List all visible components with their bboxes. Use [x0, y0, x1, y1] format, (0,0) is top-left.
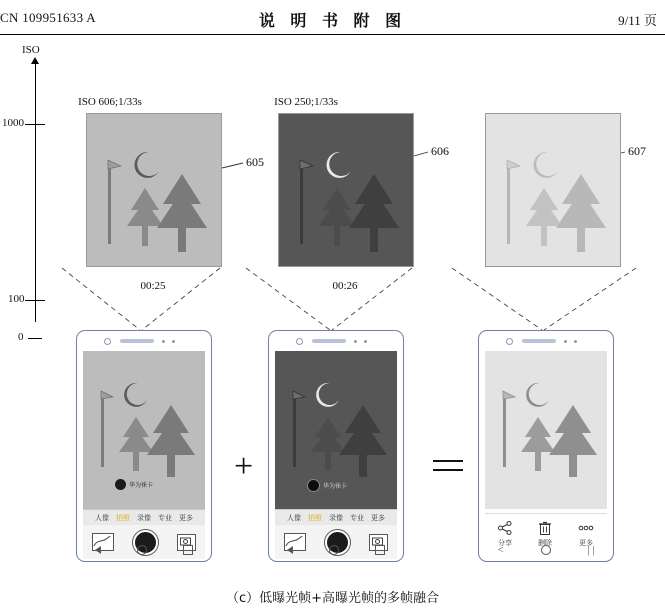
recents-button-icon[interactable]: [183, 545, 193, 555]
phone-photo-preview[interactable]: [485, 351, 607, 509]
axis-label-iso: ISO: [22, 44, 40, 56]
frame-605: [86, 113, 222, 267]
share-label: 分享: [498, 539, 512, 547]
axis-tick-label-1000: 1000: [2, 117, 24, 129]
callout-607: 607: [628, 144, 646, 158]
home-button-icon[interactable]: [329, 545, 339, 555]
mode-pro[interactable]: 专业: [158, 514, 172, 522]
mode-more[interactable]: 更多: [371, 514, 385, 522]
frame-605-bottom-caption: 00:25: [140, 280, 166, 292]
android-navbar[interactable]: [77, 539, 211, 561]
phone-fused-result[interactable]: [478, 330, 614, 562]
recents-button-icon[interactable]: | |: [587, 544, 595, 556]
light-sensor-icon: [172, 340, 175, 343]
proximity-sensor-icon: [162, 340, 165, 343]
mode-pro[interactable]: 专业: [350, 514, 364, 522]
page-title: 说 明 书 附 图: [258, 11, 407, 30]
more-icon: [577, 520, 595, 536]
watermark-logo-icon: [307, 479, 320, 492]
frame-606-bottom-caption: 00:26: [332, 280, 358, 292]
mode-portrait[interactable]: 人像: [287, 514, 301, 522]
frame-607: [485, 113, 621, 267]
recents-button-icon[interactable]: [375, 545, 385, 555]
frame-606-top-caption: ISO 250;1/33s: [274, 96, 338, 108]
mode-photo[interactable]: 拍照: [116, 514, 130, 522]
axis-tick-label-0: 0: [18, 331, 24, 343]
frame-606: [278, 113, 414, 267]
callout-605: 605: [246, 155, 264, 169]
equals-bar-top: [433, 460, 463, 462]
phone-viewfinder[interactable]: [275, 351, 397, 509]
mode-video[interactable]: 录像: [329, 514, 343, 522]
mode-portrait[interactable]: 人像: [95, 514, 109, 522]
more-label: 更多: [579, 539, 593, 547]
back-button-icon[interactable]: <: [497, 544, 504, 556]
light-sensor-icon: [364, 340, 367, 343]
light-sensor-icon: [574, 340, 577, 343]
trash-icon: [537, 520, 553, 536]
page-number: 9/11 页: [618, 13, 657, 28]
phone-top-bezel: [479, 331, 613, 351]
watermark-logo-icon: [115, 479, 126, 490]
earpiece-speaker: [120, 339, 154, 343]
equals-bar-bottom: [433, 469, 463, 471]
proximity-sensor-icon: [564, 340, 567, 343]
share-icon: [497, 520, 513, 536]
back-button-icon[interactable]: [95, 546, 101, 554]
android-navbar[interactable]: [479, 539, 613, 561]
plus-operator: +: [234, 448, 254, 485]
axis-tick-label-100: 100: [8, 293, 25, 305]
home-button-icon[interactable]: [137, 545, 147, 555]
phone-low-exposure[interactable]: [76, 330, 212, 562]
earpiece-speaker: [312, 339, 346, 343]
mode-video[interactable]: 录像: [137, 514, 151, 522]
mode-photo[interactable]: 拍照: [308, 514, 322, 522]
phone-viewfinder[interactable]: [83, 351, 205, 509]
front-camera-icon: [506, 338, 513, 345]
patent-number: CN 109951633 A: [0, 10, 96, 25]
watermark: 华为徕卡: [115, 479, 153, 490]
phone-top-bezel: [77, 331, 211, 351]
watermark: 华为徕卡: [307, 479, 347, 492]
phone-high-exposure[interactable]: [268, 330, 404, 562]
front-camera-icon: [104, 338, 111, 345]
mode-more[interactable]: 更多: [179, 514, 193, 522]
proximity-sensor-icon: [354, 340, 357, 343]
home-button-icon[interactable]: [541, 545, 551, 555]
android-navbar[interactable]: [269, 539, 403, 561]
delete-label: 删除: [538, 539, 552, 547]
front-camera-icon: [296, 338, 303, 345]
back-button-icon[interactable]: [287, 546, 293, 554]
figure-caption: （c）低曝光帧+高曝光帧的多帧融合: [225, 591, 440, 606]
frame-605-top-caption: ISO 606;1/33s: [78, 96, 142, 108]
phone-top-bezel: [269, 331, 403, 351]
earpiece-speaker: [522, 339, 556, 343]
callout-606: 606: [431, 144, 449, 158]
